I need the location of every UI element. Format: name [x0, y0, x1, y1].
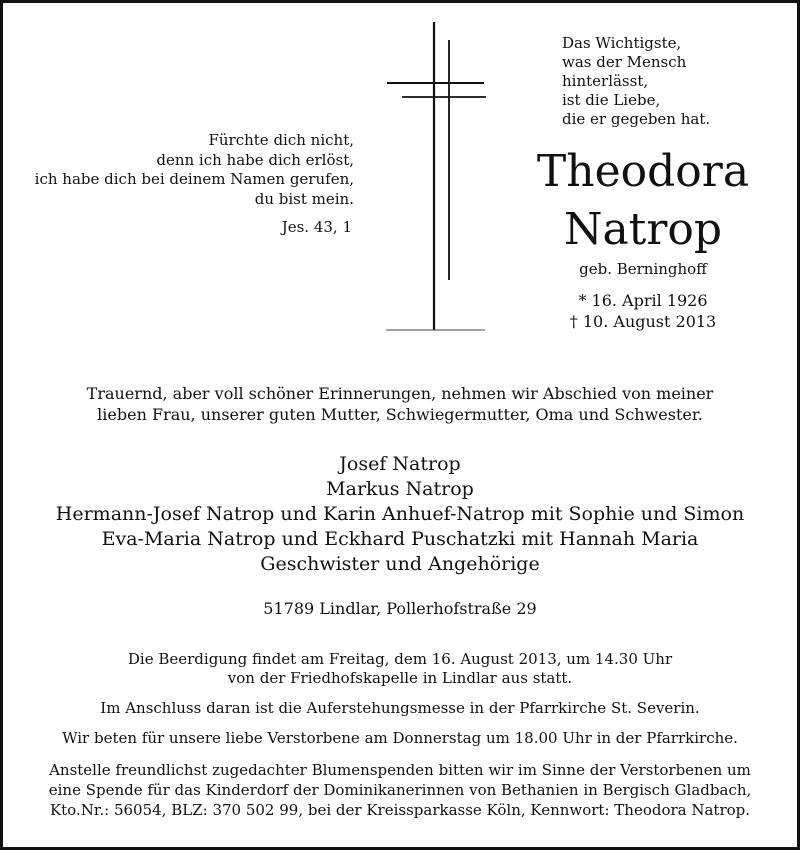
donation-line: Kto.Nr.: 56054, BLZ: 370 502 99, bei der Kreissparkasse Köln, Kennwort: Theodora Natrop. [49, 801, 751, 819]
address: 51789 Lindlar, Pollerhofstraße 29 [263, 599, 537, 618]
motto-line: hinterlässt, [562, 72, 649, 90]
motto-line: die er gegeben hat. [562, 110, 711, 128]
mourner-line: Markus Natrop [326, 478, 474, 500]
verse-line: Fürchte dich nicht, [208, 131, 354, 149]
bible-verse [20, 131, 354, 209]
verse-reference: Jes. 43, 1 [281, 218, 352, 236]
funeral-info [0, 650, 800, 688]
intro-text [0, 383, 800, 425]
mourners-list [0, 452, 800, 577]
intro-line: Trauernd, aber voll schöner Erinnerungen, nehmen wir Abschied von meiner [86, 384, 714, 403]
funeral-line: Die Beerdigung findet am Freitag, dem 16. August 2013, um 14.30 Uhr [127, 650, 673, 668]
deceased-last-name: Natrop [563, 204, 723, 255]
motto-line: ist die Liebe, [562, 91, 661, 109]
birth-date: * 16. April 1926 [578, 291, 708, 310]
verse-line: denn ich habe dich erlöst, [156, 150, 354, 169]
donation-line: eine Spende für das Kinderdorf der Dominikanerinnen von Bethanien in Bergisch Gladbach, [48, 781, 752, 799]
mourner-line: Geschwister und Angehörige [260, 553, 540, 575]
verse-line: du bist mein. [254, 189, 354, 208]
donation-line: Anstelle freundlichst zugedachter Blumenspenden bitten wir im Sinne der Verstorbenen um [49, 761, 751, 779]
cross-icon [384, 22, 488, 334]
motto-quote [562, 34, 782, 129]
mass-info: Im Anschluss daran ist die Auferstehungsmesse in der Pfarrkirche St. Severin. [100, 699, 700, 717]
motto-line: Das Wichtigste, [562, 34, 682, 52]
mourner-line: Josef Natrop [339, 453, 461, 475]
motto-line: was der Mensch [562, 53, 687, 71]
mourner-line: Eva-Maria Natrop und Eckhard Puschatzki mit Hannah Maria [101, 528, 699, 550]
life-dates [500, 290, 786, 332]
prayer-info: Wir beten für unsere liebe Verstorbene am Donnerstag um 18.00 Uhr in der Pfarrkirche. [62, 729, 738, 747]
funeral-line: von der Friedhofskapelle in Lindlar aus statt. [227, 669, 573, 687]
deceased-first-name: Theodora [536, 146, 750, 197]
mourner-line: Hermann-Josef Natrop und Karin Anhuef-Natrop mit Sophie und Simon [55, 503, 745, 525]
intro-line: lieben Frau, unserer guten Mutter, Schwiegermutter, Oma und Schwester. [97, 405, 703, 424]
birth-name: geb. Berninghoff [579, 260, 707, 278]
donation-info [0, 760, 800, 820]
verse-line: ich habe dich bei deinem Namen gerufen, [34, 170, 354, 188]
death-date: † 10. August 2013 [569, 312, 717, 331]
